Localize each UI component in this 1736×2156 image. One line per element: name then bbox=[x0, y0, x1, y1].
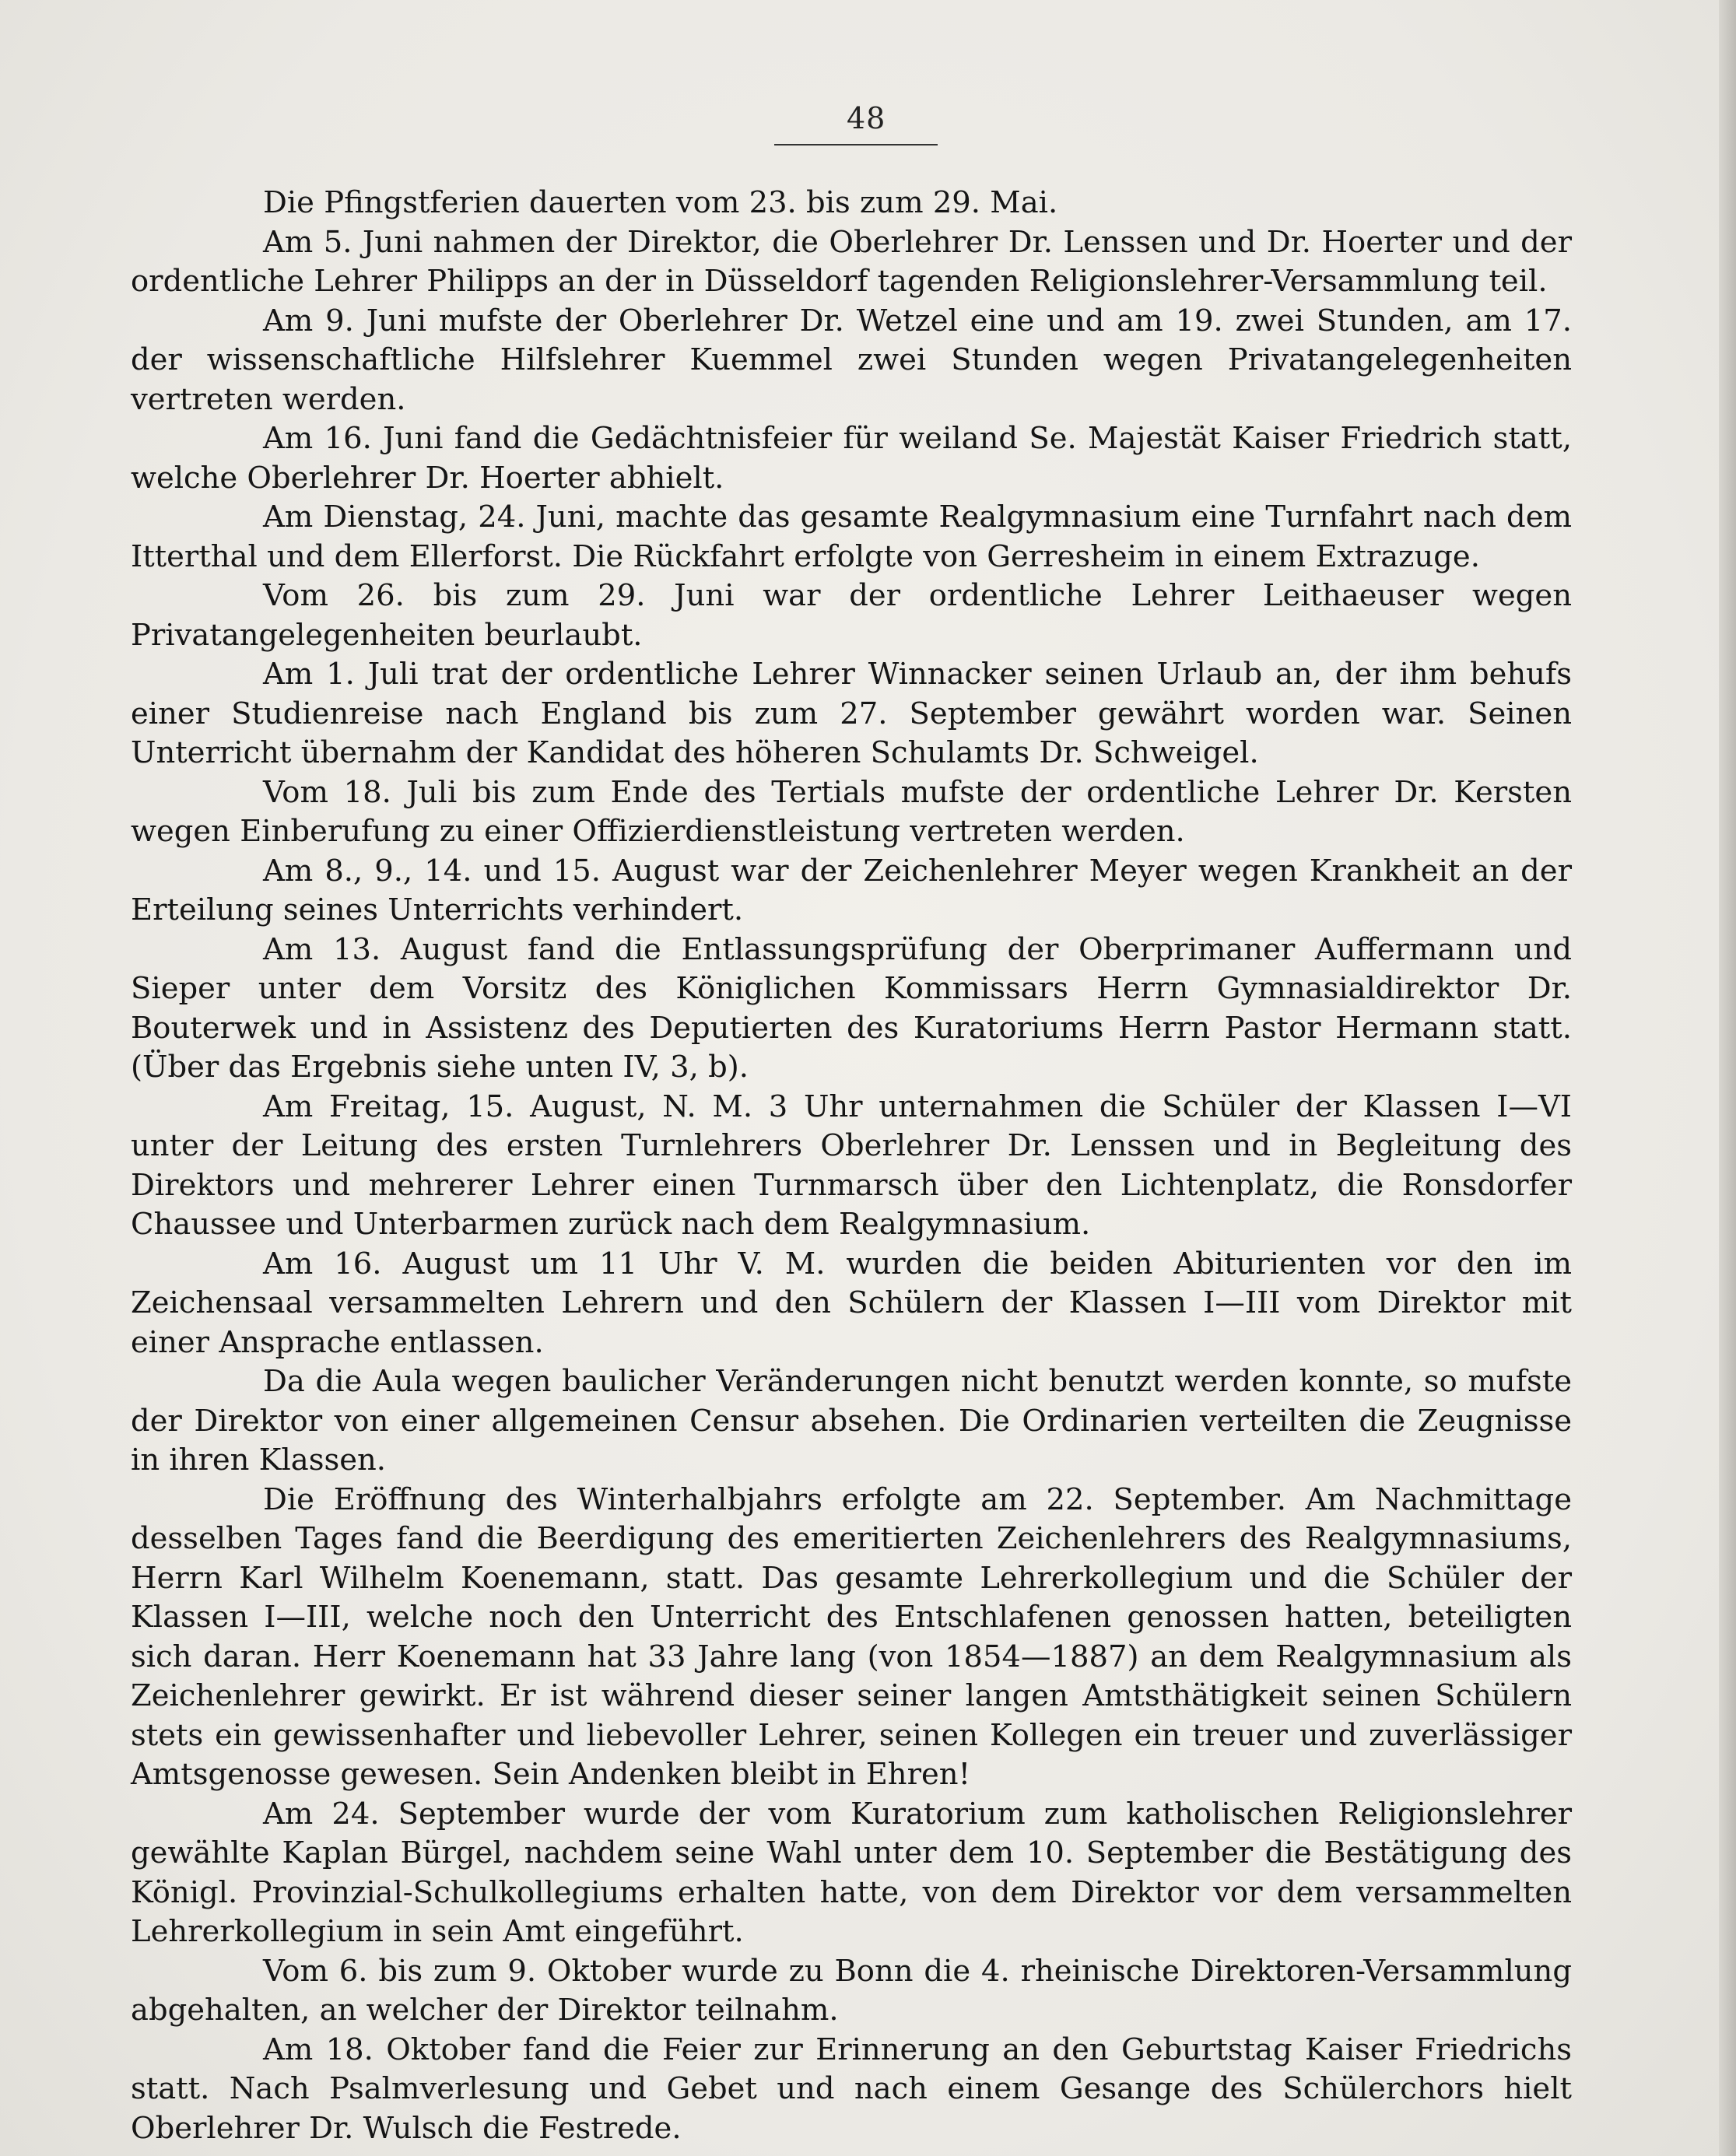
paragraph-leithaeuser-urlaub: Vom 26. bis zum 29. Juni war der ordentliche Lehrer Leithaeuser wegen Privatangelegenheiten beurlaubt. bbox=[131, 578, 1572, 653]
paragraph-kersten-einberufung: Vom 18. Juli bis zum Ende des Tertials mufste der ordentliche Lehrer Dr. Kersten wegen Einberufung zu einer Offizierdienstleistung vertreten werden. bbox=[131, 774, 1572, 849]
text-body bbox=[131, 184, 1572, 2148]
paragraph-turnmarsch: Am Freitag, 15. August, N. M. 3 Uhr unternahmen die Schüler der Klassen I—VI unter der Leitung des ersten Turnlehrers Oberlehrer Dr. Lenssen und in Begleitung des Direktors und mehrerer Lehrer einen Turnmarsch über den Lichtenplatz, die Ronsdorfer Chaussee und Unterbarmen zurück nach dem Realgymnasium. bbox=[131, 1089, 1572, 1242]
paragraph-pfingstferien: Die Pfingstferien dauerten vom 23. bis zum 29. Mai. bbox=[263, 185, 1058, 220]
page-number: 48 bbox=[847, 101, 886, 135]
paragraph-gedaechtnisfeier: Am 16. Juni fand die Gedächtnisfeier für weiland Se. Majestät Kaiser Friedrich statt, welche Oberlehrer Dr. Hoerter abhielt. bbox=[131, 421, 1572, 496]
paragraph-vertretung-juni: Am 9. Juni mufste der Oberlehrer Dr. Wetzel eine und am 19. zwei Stunden, am 17. der wissenschaftliche Hilfslehrer Kuemmel zwei Stunden wegen Privatangelegenheiten vertreten werden. bbox=[131, 303, 1572, 417]
paragraph-meyer-krankheit: Am 8., 9., 14. und 15. August war der Zeichenlehrer Meyer wegen Krankheit an der Erteilung seines Unterrichts verhindert. bbox=[131, 853, 1572, 927]
paragraph-kaiser-friedrich-feier: Am 18. Oktober fand die Feier zur Erinnerung an den Geburtstag Kaiser Friedrichs statt. Nach Psalmverlesung und Gebet und nach einem Gesange des Schülerchors hielt Oberlehrer Dr. Wulsch die Festrede. bbox=[131, 2032, 1572, 2146]
paragraph-abiturienten-entlassen: Am 16. August um 11 Uhr V. M. wurden die beiden Abiturienten vor den im Zeichensaal versammelten Lehrern und den Schülern der Klassen I—III vom Direktor mit einer Ansprache entlassen. bbox=[131, 1246, 1572, 1360]
page-edge-shadow bbox=[1719, 0, 1736, 2156]
paragraph-winterhalbjahr-koenemann: Die Eröffnung des Winterhalbjahrs erfolgte am 22. September. Am Nachmittage desselben Tages fand die Beerdigung des emeritierten Zeichenlehrers des Realgymnasiums, Herrn Karl Wilhelm Koenemann, statt. Das gesamte Lehrerkollegium und die Schüler der Klassen I—III, welche noch den Unterricht des Entschlafenen genossen hatten, beteiligten sich daran. Herr Koenemann hat 33 Jahre lang (von 1854—1887) an dem Realgymnasium als Zeichenlehrer gewirkt. Er ist während dieser seiner langen Amtsthätigkeit seinen Schülern stets ein gewissenhafter und liebevoller Lehrer, seinen Kollegen ein treuer und zuverlässiger Amtsgenosse gewesen. Sein Andenken bleibt in Ehren! bbox=[131, 1481, 1572, 1792]
paragraph-winnacker-studienreise: Am 1. Juli trat der ordentliche Lehrer Winnacker seinen Urlaub an, der ihm behufs einer Studienreise nach England bis zum 27. September gewährt worden war. Seinen Unterricht übernahm der Kandidat des höheren Schulamts Dr. Schweigel. bbox=[131, 657, 1572, 770]
paragraph-turnfahrt: Am Dienstag, 24. Juni, machte das gesamte Realgymnasium eine Turnfahrt nach dem Itterthal und dem Ellerforst. Die Rückfahrt erfolgte von Gerresheim in einem Extrazuge. bbox=[131, 500, 1572, 574]
page-number-rule bbox=[774, 144, 938, 145]
paragraph-religionslehrer-versammlung: Am 5. Juni nahmen der Direktor, die Oberlehrer Dr. Lenssen und Dr. Hoerter und der ordentliche Lehrer Philipps an der in Düsseldorf tagenden Religionslehrer-Versammlung teil. bbox=[131, 224, 1572, 299]
paragraph-kaplan-buergel: Am 24. September wurde der vom Kuratorium zum katholischen Religionslehrer gewählte Kaplan Bürgel, nachdem seine Wahl unter dem 10. September die Bestätigung des Königl. Provinzial-Schulkollegiums erhalten hatte, von dem Direktor vor dem versammelten Lehrerkollegium in sein Amt eingeführt. bbox=[131, 1796, 1572, 1949]
paragraph-direktoren-versammlung: Vom 6. bis zum 9. Oktober wurde zu Bonn die 4. rheinische Direktoren-Versammlung abgehalten, an welcher der Direktor teilnahm. bbox=[131, 1953, 1572, 2028]
paragraph-entlassungspruefung: Am 13. August fand die Entlassungsprüfung der Oberprimaner Auffermann und Sieper unter dem Vorsitz des Königlichen Kommissars Herrn Gymnasialdirektor Dr. Bouterwek und in Assistenz des Deputierten des Kuratoriums Herrn Pastor Hermann statt. (Über das Ergebnis siehe unten IV, 3, b). bbox=[131, 931, 1572, 1085]
paragraph-aula-zeugnisse: Da die Aula wegen baulicher Veränderungen nicht benutzt werden konnte, so mufste der Direktor von einer allgemeinen Censur absehen. Die Ordinarien verteilten die Zeugnisse in ihren Klassen. bbox=[131, 1364, 1572, 1478]
